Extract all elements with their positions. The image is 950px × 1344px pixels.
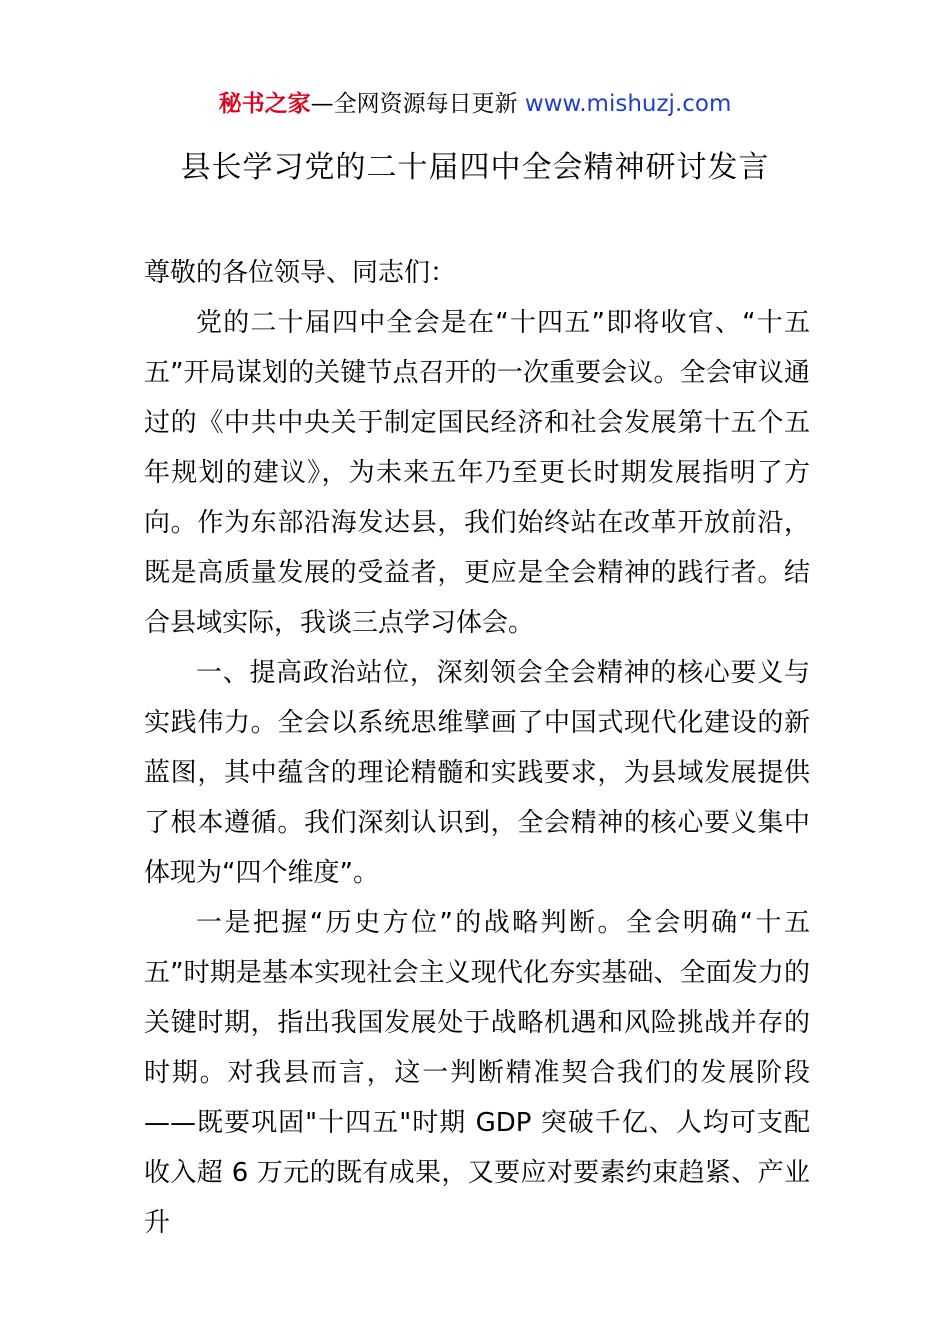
document-title: 县长学习党的二十届四中全会精神研讨发言	[180, 150, 770, 185]
paragraph: 一是把握“历史方位”的战略判断。全会明确“十五五”时期是基本实现社会主义现代化夯实基础、全面发力的关键时期，指出我国发展处于战略机遇和风险挑战并存的时期。对我县而言，这一判断精准契合我们的发展阶段——既要巩固"十四五"时期 GDP 突破千亿、人均可支配收入超 6 万元的既有成果，又要应对要素约束趋紧、产业升	[144, 908, 810, 1238]
paragraph: 党的二十届四中全会是在“十四五”即将收官、“十五五”开局谋划的关键节点召开的一次重要会议。全会审议通过的《中共中央关于制定国民经济和社会发展第十五个五年规划的建议》，为未来五年乃至更长时期发展指明了方向。作为东部沿海发达县，我们始终站在改革开放前沿，既是高质量发展的受益者，更应是全会精神的践行者。结合县域实际，我谈三点学习体会。	[144, 308, 810, 638]
site-url-link[interactable]: www.mishuzj.com	[524, 91, 732, 117]
salutation: 尊敬的各位领导、同志们：	[144, 258, 457, 288]
site-header	[0, 86, 950, 122]
site-brand: 秘书之家	[218, 91, 311, 117]
site-tagline: —全网资源每日更新	[310, 91, 525, 117]
paragraph: 一、提高政治站位，深刻领会全会精神的核心要义与实践伟力。全会以系统思维擘画了中国式现代化建设的新蓝图，其中蕴含的理论精髓和实践要求，为县域发展提供了根本遵循。我们深刻认识到，全会精神的核心要义集中体现为“四个维度”。	[144, 658, 810, 888]
document-body	[144, 248, 810, 1248]
